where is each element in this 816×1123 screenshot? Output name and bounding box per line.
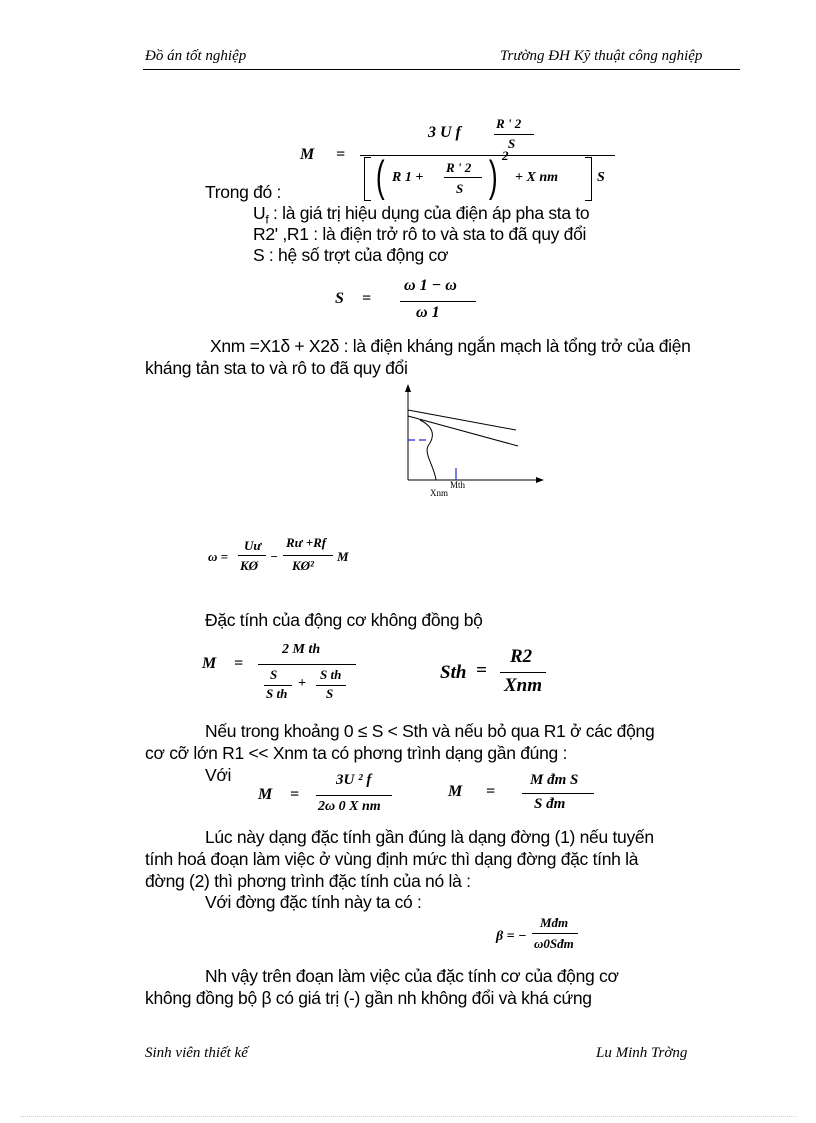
neu-line-1: Nếu trong khoảng 0 ≤ S < Sth và nếu bỏ qua R1 ở các động [205, 721, 655, 741]
characteristic-graph [390, 380, 550, 505]
luc-line-1: Lúc này dạng đặc tính gần đúng là dạng đờng (1) nếu tuyến [205, 827, 654, 847]
graph-label-mth: Mth [450, 480, 466, 490]
voi-label: Với [205, 765, 232, 785]
luc-line-3: đờng (2) thì phơng trình đặc tính của nó là : [145, 871, 471, 891]
trong-do-label: Trong đó : [205, 182, 282, 202]
luc-line-2: tính hoá đoạn làm việc ở vùng định mức thì dạng đờng đặc tính là [145, 849, 639, 869]
voi-duong-line: Với đờng đặc tính này ta có : [205, 892, 422, 912]
header-rule [143, 69, 740, 70]
footer-right: Lu Minh Trờng [596, 1045, 688, 1061]
definition-uf: $U_f$ : là giá trị hiệu dụng của điện áp pha sta to [253, 203, 590, 227]
xnm-line-1: Xnm =X1δ + X2δ : là điện kháng ngắn mạch là tổng trở của điện [210, 336, 691, 356]
xnm-line-2: kháng tản sta to và rô to đã quy đổi [145, 358, 408, 378]
graph-label-xnm: Xnm [430, 488, 448, 498]
dac-tinh-heading: Đặc tính của động cơ không đồng bộ [205, 610, 483, 630]
nh-line-1: Nh vậy trên đoạn làm việc của đặc tính cơ của động cơ [205, 966, 619, 986]
definition-r: R2' ,R1 : là điện trở rô to và sta to đã quy đổi [253, 224, 587, 244]
neu-line-2: cơ cỡ lớn R1 << Xnm ta có phơng trình dạng gần đúng : [145, 743, 568, 763]
header-right: Trường ĐH Kỹ thuật công nghiệp [500, 48, 703, 64]
footer-left: Sinh viên thiết kế [145, 1045, 248, 1061]
header-left: Đồ án tốt nghiệp [145, 48, 247, 64]
nh-line-2: không đồng bộ β có giá trị (-) gần nh không đổi và khá cứng [145, 988, 592, 1008]
definition-s: S : hệ số trợt của động cơ [253, 245, 449, 265]
page-edge [20, 1116, 796, 1117]
